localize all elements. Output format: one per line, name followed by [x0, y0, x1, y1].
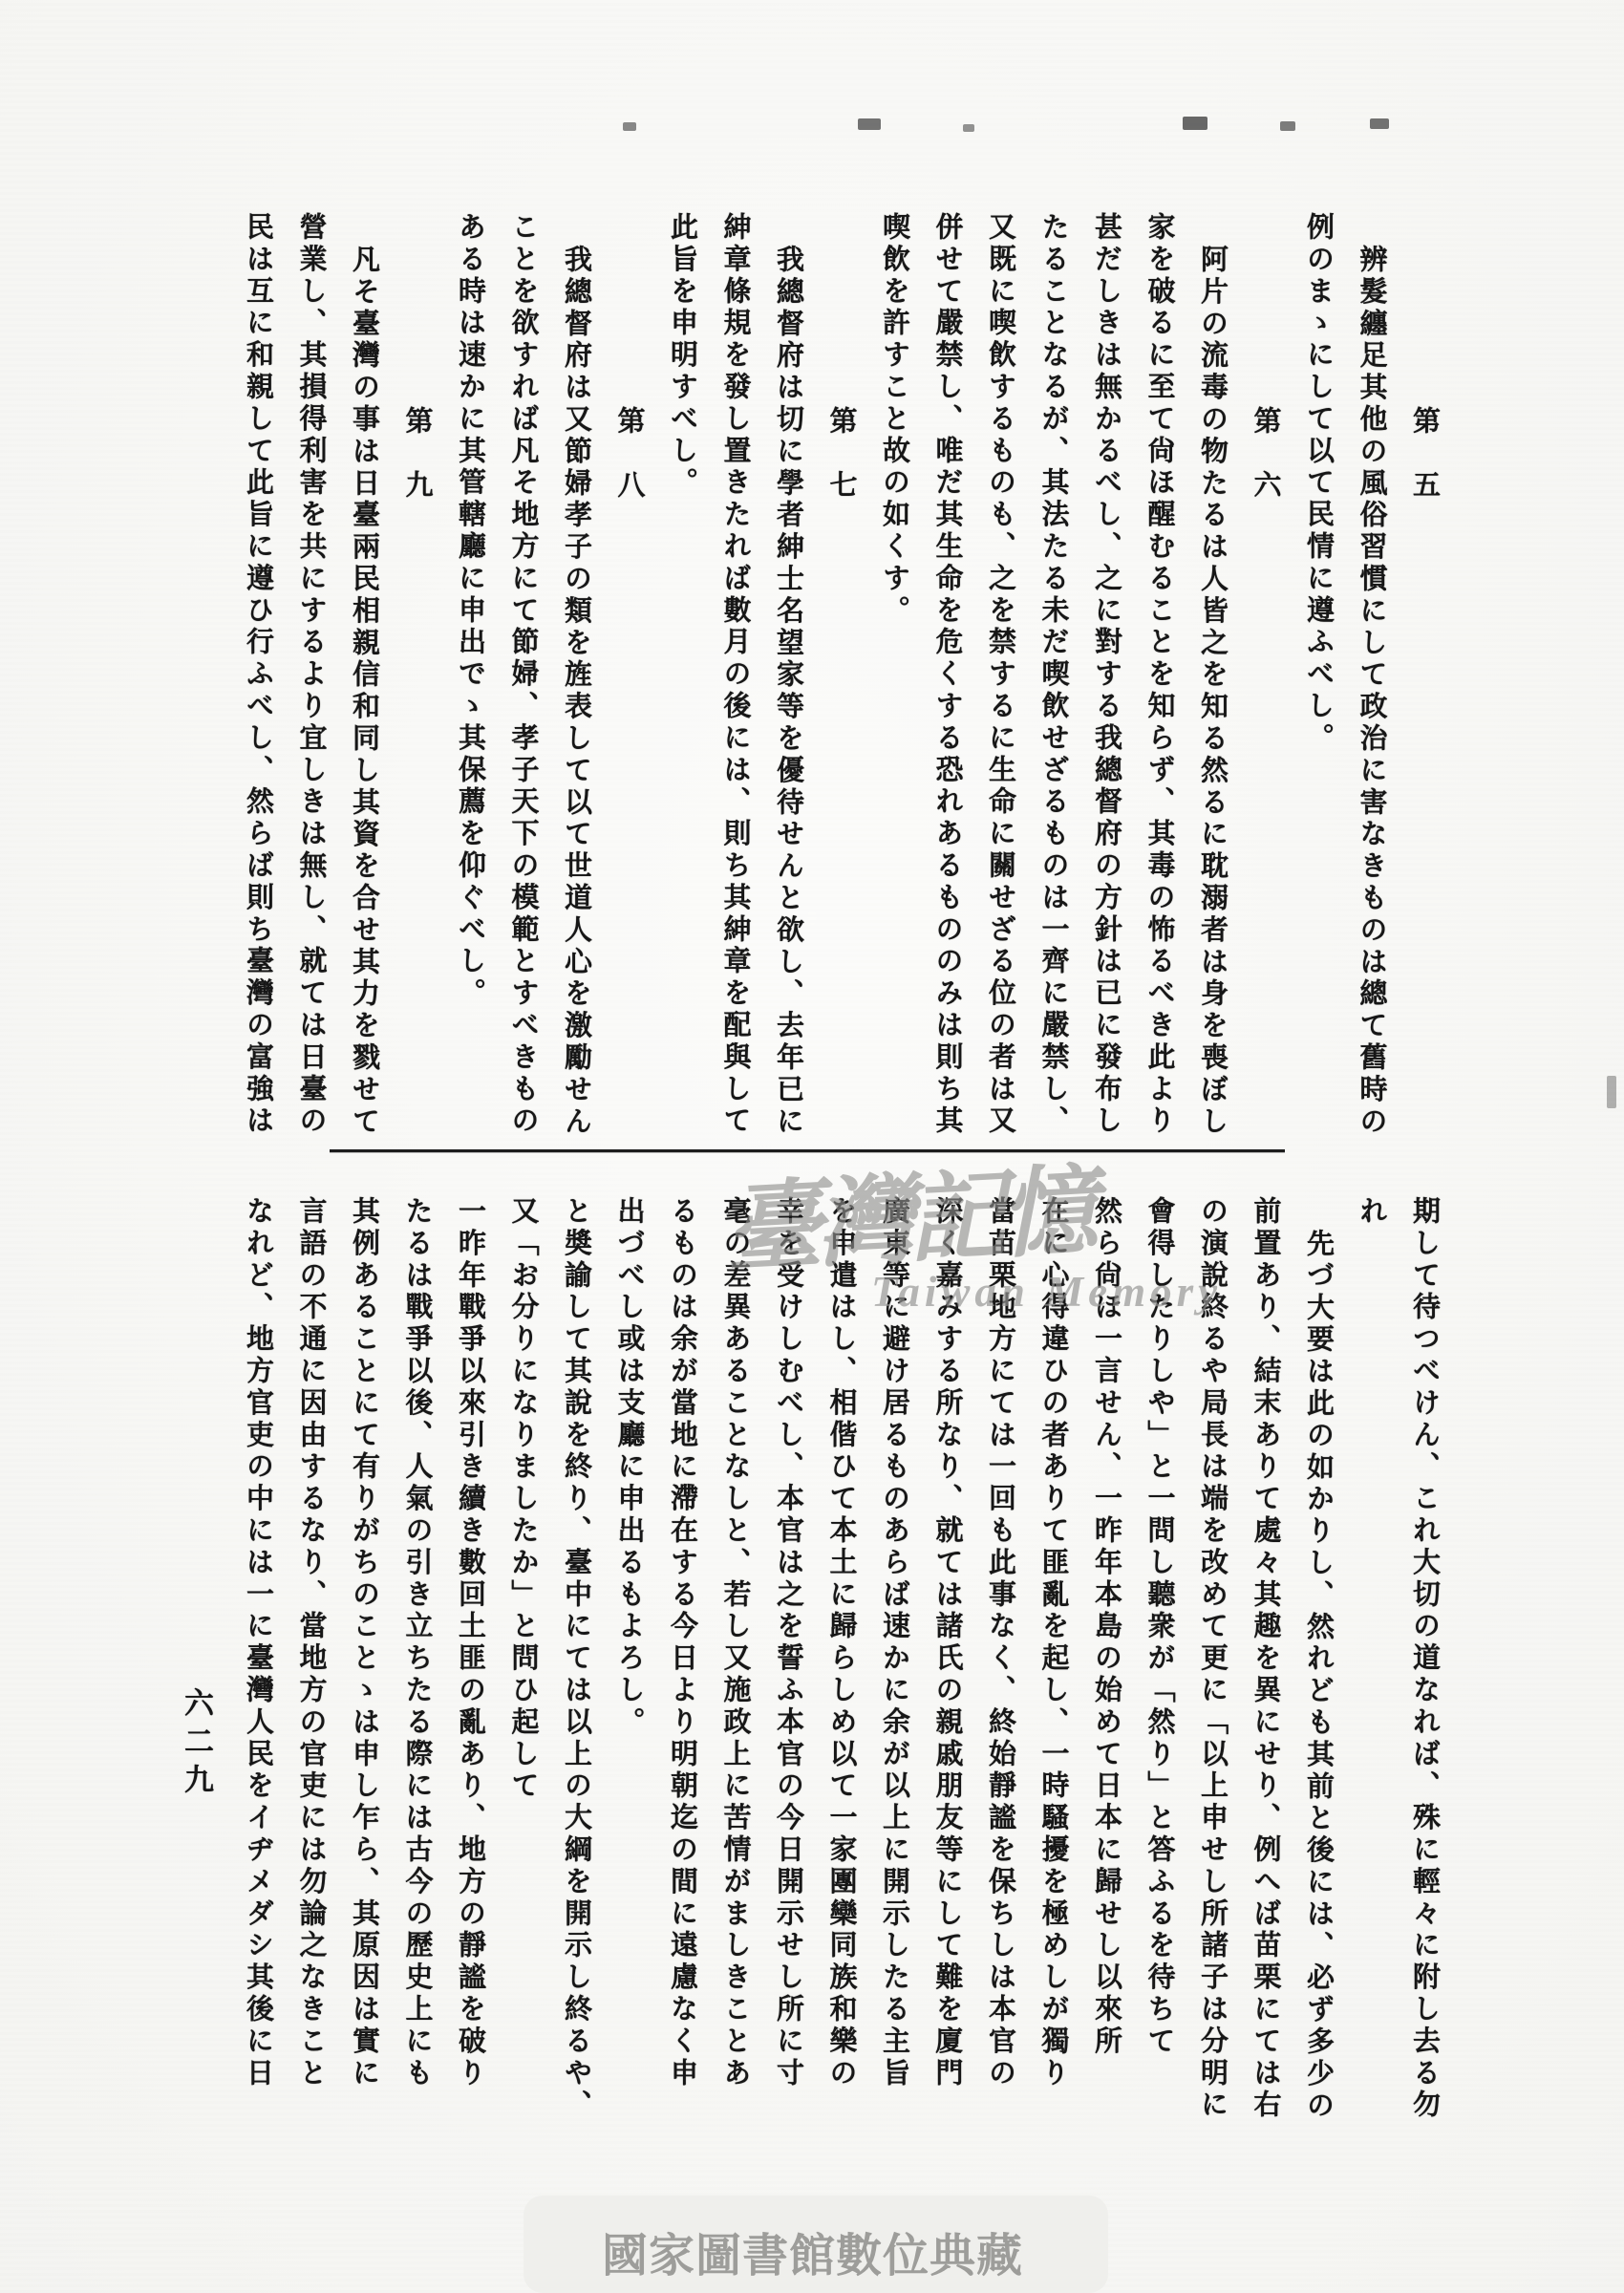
text-column: を申遣はし、相偕ひて本土に歸らしめ以て一家團欒同族和樂の: [825, 1196, 857, 2090]
text-column: 一昨年戰爭以來引き續き數回土匪の亂あり、地方の靜謐を破り: [455, 1196, 485, 2090]
text-column: 在に心得違ひの者ありて匪亂を起し、一時騷擾を極めしが獨り: [1037, 1196, 1069, 2090]
section-header-column: 第 九: [401, 406, 433, 503]
archive-watermark-box: [524, 2196, 1108, 2293]
text-column: 紳章條規を發し置きたれば數月の後には、則ち其紳章を配與して: [719, 212, 751, 1138]
section-header-column: 第 六: [1250, 406, 1281, 503]
text-column: 此旨を申明すべし。: [667, 212, 697, 500]
text-column: 當苗栗地方にては一回も此事なく、終始靜謐を保ちしは本官の: [985, 1196, 1015, 2090]
text-column: たることなるが、其法たる未だ喫飲せざるものは一齊に嚴禁し、: [1037, 212, 1069, 1138]
section-divider-line: [330, 1149, 1285, 1152]
taiwan-memory-watermark-latin: Taiwan Memory: [871, 1268, 1223, 1316]
archive-watermark-label: 國家圖書館數位典藏: [602, 2231, 1024, 2282]
text-column: と奬諭して其說を終り、臺中にては以上の大綱を開示し終るや、: [561, 1196, 591, 2122]
text-column: 家を破るに至て尙ほ醒むることを知らず、其毒の怖るべき此より: [1143, 212, 1175, 1138]
text-column: れ: [1356, 1196, 1387, 1229]
scan-artifact: [858, 118, 881, 130]
text-column: 民は互に和親して此旨に遵ひ行ふべし、然らば則ち臺灣の富強は: [243, 212, 273, 1138]
scan-artifact: [1370, 118, 1389, 129]
scan-artifact: [623, 122, 636, 131]
text-column: ある時は速かに其管轄廳に申出でゝ其保薦を仰ぐべし。: [455, 212, 485, 1010]
text-column: 廣東等に避け居るものあらば速かに余が以上に開示したる主旨: [879, 1196, 909, 2090]
section-header-column: 第 五: [1409, 406, 1440, 503]
text-column: たるは戰爭以後、人氣の引き立ちたる際には古今の歷史上にも: [401, 1196, 433, 2090]
text-column: 阿片の流毒の物たるは人皆之を知る然るに耽溺者は身を喪ぼし: [1197, 244, 1228, 1138]
text-column: ことを欲すれば凡そ地方にて節婦、孝子天下の模範とすべきもの: [507, 212, 539, 1138]
scan-artifact: [1280, 121, 1295, 131]
text-column: 其例あることにて有りがちのことゝは申し乍ら、其原因は實に: [349, 1196, 379, 2090]
section-header-column: 第 七: [825, 406, 857, 503]
scan-artifact: [1607, 1076, 1616, 1108]
text-column: 例のまゝにして以て民情に遵ふべし。: [1303, 212, 1334, 755]
text-column: 喫飲を許すこと故の如くす。: [879, 212, 909, 628]
text-column: 深く嘉みする所なり、就ては諸氏の親戚朋友等にして難を廈門: [931, 1196, 963, 2090]
text-column: 營業し、其損得利害を共にするより宜しきは無し、就ては日臺の: [295, 212, 327, 1138]
taiwan-memory-watermark-cjk: 臺灣記憶: [721, 1158, 1095, 1285]
scan-artifact: [1183, 117, 1207, 130]
text-column: 出づべし或は支廳に申出るもよろし。: [613, 1196, 645, 1739]
text-column: 凡そ臺灣の事は日臺兩民相親信和同し其資を合せ其力を戮せて: [349, 244, 379, 1138]
text-column: 會得したりしや」と一問し聽衆が「然り」と答ふるを待ちて: [1143, 1196, 1175, 2058]
text-column: 我總督府は又節婦孝子の類を旌表して以て世道人心を激勵せん: [561, 244, 591, 1138]
text-column: 期して待つべけん、これ大切の道なれば、殊に輕々に附し去る勿: [1409, 1196, 1440, 2122]
text-column: 毫の差異あることなしと、若し又施政上に苦情がましきことあ: [719, 1196, 751, 2090]
upper-text-block: [230, 212, 1450, 1177]
text-column: るものは余が當地に滯在する今日より明朝迄の間に遠慮なく申: [667, 1196, 697, 2090]
text-column: 又「お分りになりましたか」と問ひ起して: [507, 1196, 539, 1803]
text-column: 辨髮纏足其他の風俗習慣にして政治に害なきものは總て舊時の: [1356, 244, 1387, 1138]
text-column: 前置あり、結末ありて處々其趣を異にせり、例へば苗栗にては右: [1250, 1196, 1281, 2122]
text-column: 我總督府は切に學者紳士名望家等を優待せんと欲し、去年已に: [773, 244, 803, 1138]
text-column: 先づ大要は此の如かりし、然れども其前と後には、必ず多少の: [1303, 1228, 1334, 2122]
text-column: 幸を受けしむべし、本官は之を誓ふ本官の今日開示せし所に寸: [773, 1196, 803, 2090]
text-column: 言語の不通に因由するなり、當地方の官吏には勿論之なきこと: [295, 1196, 327, 2090]
text-column: の演說終るや局長は端を改めて更に「以上申せし所諸子は分明に: [1197, 1196, 1228, 2122]
scan-artifact: [963, 124, 974, 132]
text-column: 併せて嚴禁し、唯だ其生命を危くする恐れあるもののみは則ち其: [931, 212, 963, 1138]
text-column: なれど、地方官吏の中には一に臺灣人民をイヂメダシ其後に日: [243, 1196, 273, 2090]
page-number: 六二九: [180, 1687, 213, 1802]
text-column: 然ら尙ほ一言せん、一昨年本島の始めて日本に歸せし以來所: [1091, 1196, 1122, 2058]
section-header-column: 第 八: [613, 406, 645, 503]
text-column: 又既に喫飲するものも、之を禁するに生命に關せざる位の者は又: [985, 212, 1015, 1138]
text-column: 甚だしきは無かるべし、之に對する我總督府の方針は已に發布し: [1091, 212, 1122, 1138]
lower-text-block: [230, 1196, 1450, 2161]
